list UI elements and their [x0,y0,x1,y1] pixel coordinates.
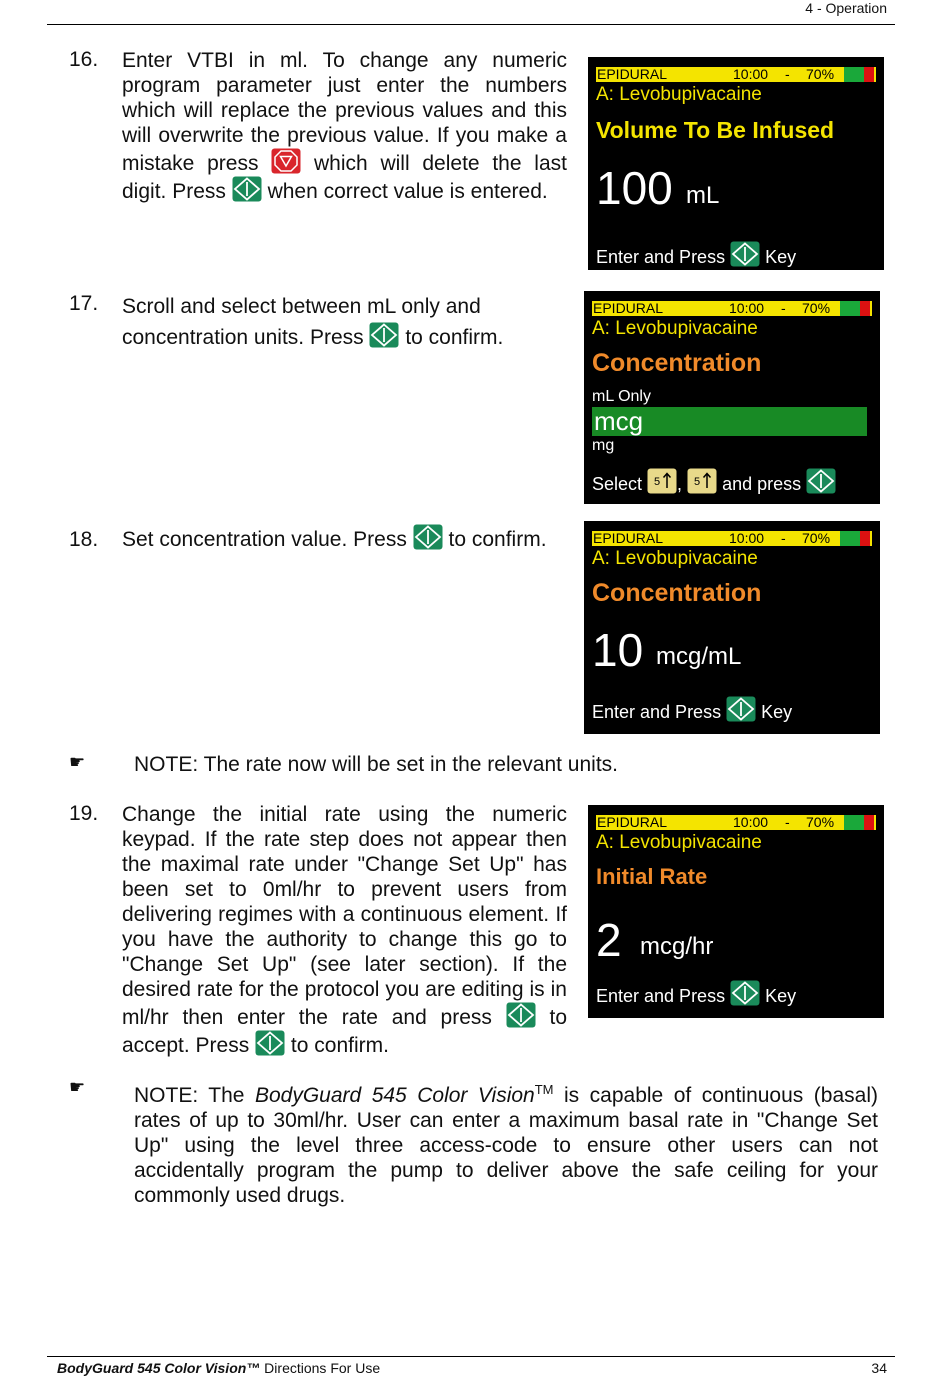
battery-icon [844,815,864,830]
enter-key-icon [413,524,443,550]
note-pointer-icon: ☛ [69,752,86,772]
step-19-text [122,802,567,1058]
note-2-text-a: NOTE: The [134,1084,255,1107]
value-display: 10 [592,624,644,676]
enter-key-icon [369,322,399,348]
prompt-text-b: Key [765,247,797,267]
scroll-down-key-label: 5 [694,476,701,488]
separator: - [781,530,786,546]
step-17-text [122,292,542,353]
prompt-text [596,241,796,268]
prompt-text-a: Enter and Press [592,702,722,722]
enter-key-icon [255,1030,285,1056]
mode-label: EPIDURAL [593,300,664,316]
status-bar [596,67,876,82]
battery-alert-icon [864,815,874,830]
screen-title: Initial Rate [596,864,708,889]
prompt-text-a: Enter and Press [596,247,726,267]
step-18-text-a: Set concentration value. Press [122,528,407,551]
status-bar [592,531,872,546]
enter-key-icon [232,176,262,202]
footer-title [57,1360,380,1376]
separator: - [785,814,790,830]
product-name: BodyGuard 545 Color Vision [254,1084,535,1107]
option-mg: mg [592,437,615,454]
section-header: 4 - Operation [805,0,887,16]
option-mcg-selected: mcg [592,407,867,436]
battery-icon [840,531,860,546]
step-18-text-b: to confirm. [448,528,547,551]
footer-doc: Directions For Use [260,1360,381,1376]
step-16-text [122,48,567,204]
screen-concentration-units [584,291,880,504]
note-pointer-icon: ☛ [69,1077,86,1097]
battery-level: 70% [802,530,831,546]
screen-concentration-value [584,521,880,734]
step-16-text-b: which will delete the last digit. Press [122,152,567,203]
prompt-text [592,696,792,723]
separator: - [781,300,786,316]
battery-alert-icon [860,301,870,316]
mode-label: EPIDURAL [597,814,668,830]
note-2-text-b: is capable of continuous (basal) rates of up to 30ml/hr. User can enter a maximum basal rate in "Change Set Up" using the level three access-code to ensure other users can not accidentally program the pump to deliver above the safe ceiling for your commonly used drugs. [134,1084,878,1207]
step-17-text-b: to confirm. [405,326,504,349]
unit-label: mL [686,182,720,209]
prompt-text-a: Select [592,474,643,494]
footer-rule [47,1356,895,1357]
trademark: TM [534,1082,554,1097]
page-number: 34 [871,1360,887,1376]
clock: 10:00 [733,66,769,82]
battery-alert-icon [864,67,874,82]
mode-label: EPIDURAL [593,530,664,546]
step-16-text-c: when correct value is entered. [267,180,548,203]
step-18-text [122,524,577,552]
screen-title: Concentration [592,579,762,607]
value-display: 2 [596,914,622,966]
step-19-number: 19. [69,802,99,825]
battery-level: 70% [806,814,835,830]
header-rule [47,24,895,25]
battery-alert-icon [860,531,870,546]
note-2-text [134,1077,878,1208]
prompt-text-a: Enter and Press [596,986,726,1006]
battery-icon [840,301,860,316]
step-19-text-c: to confirm. [290,1034,389,1057]
battery-level: 70% [802,300,831,316]
step-19-text-a: Change the initial rate using the numeric keypad. If the rate step does not appear then the maximal rate under "Change Set Up" has been set to 0ml/hr to prevent users from delivering regimes with a continuous element. If you have the authority to change this go to "Change Set Up" (see later section). If the desired rate for the protocol you are editing is in ml/hr then enter the rate and press [122,803,567,1029]
step-17-text-a: Scroll and select between mL only and concentration units. Press [122,295,481,349]
clock: 10:00 [729,300,765,316]
clock: 10:00 [733,814,769,830]
step-17-number: 17. [69,292,99,315]
drug-name: A: Levobupivacaine [596,84,762,105]
step-18-number: 18. [69,528,99,551]
screen-title: Volume To Be Infused [596,117,835,143]
value-display: 100 [596,162,673,214]
scroll-up-key-label: 5 [654,476,661,488]
enter-key-icon [806,468,836,494]
step-16-number: 16. [69,48,99,71]
option-ml-only: mL Only [592,388,651,405]
step-16-text-a: Enter VTBI in ml. To change any numeric program parameter just enter the numbers which will replace the previous values and this will overwrite the previous value. If you make a mistake press [122,49,567,175]
prompt-text [592,468,836,495]
enter-key-icon [506,1002,536,1028]
unit-label: mcg/mL [656,643,742,670]
screen-initial-rate [588,805,884,1018]
screen-title: Concentration [592,349,762,377]
status-bar [596,815,876,830]
enter-key-icon [730,241,760,267]
prompt-text-b: Key [765,986,797,1006]
stop-key-icon [271,148,301,174]
enter-key-icon [730,980,760,1006]
drug-name: A: Levobupivacaine [592,548,758,569]
battery-level: 70% [806,66,835,82]
enter-key-icon [726,696,756,722]
status-bar [592,301,872,316]
scroll-up-key-icon [647,468,677,494]
drug-name: A: Levobupivacaine [596,832,762,853]
separator: - [785,66,790,82]
prompt-text [596,980,796,1007]
prompt-separator: , [677,474,683,494]
unit-label: mcg/hr [640,933,714,960]
screen-volume-to-be-infused [588,57,884,270]
prompt-text-b: and press [722,474,802,494]
step-19-text-b: to accept. Press [122,1006,567,1057]
clock: 10:00 [729,530,765,546]
prompt-text-b: Key [761,702,793,722]
mode-label: EPIDURAL [597,66,668,82]
note-1-text: NOTE: The rate now will be set in the relevant units. [134,753,619,776]
battery-icon [844,67,864,82]
footer-brand: BodyGuard 545 Color Vision™ [57,1360,261,1376]
drug-name: A: Levobupivacaine [592,318,758,339]
scroll-down-key-icon [687,468,717,494]
